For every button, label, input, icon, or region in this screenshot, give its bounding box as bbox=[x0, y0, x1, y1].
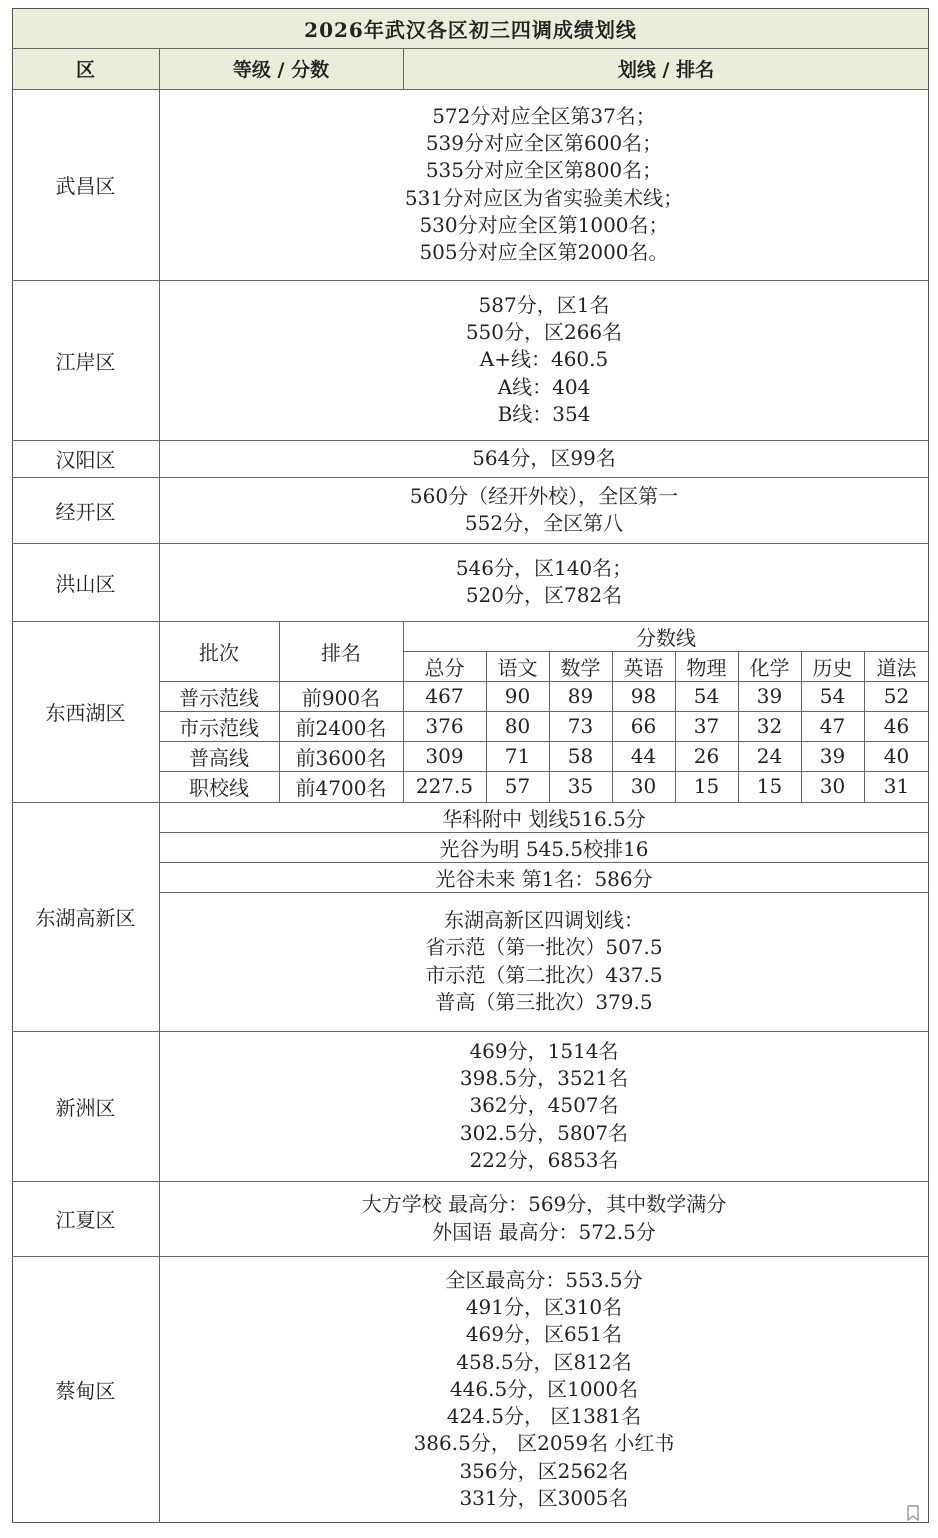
caidian-line: 469分，区651名 bbox=[465, 1322, 623, 1347]
page-title: 2026年武汉各区初三四调成绩划线 bbox=[304, 17, 637, 42]
divider bbox=[12, 440, 929, 441]
donghu-line: 市示范（第二批次）437.5 bbox=[425, 962, 663, 987]
divider bbox=[12, 1031, 929, 1032]
dongxihu-score-cell: 15 bbox=[693, 774, 720, 798]
dongxihu-score-cell: 46 bbox=[883, 714, 910, 738]
header-line: 划线 / 排名 bbox=[617, 59, 715, 81]
district-xinzhou: 新洲区 bbox=[55, 1095, 116, 1120]
dongxihu-rank-cell: 前4700名 bbox=[295, 775, 387, 800]
donghu-row-weilai: 光谷未来 第1名：586分 bbox=[435, 866, 653, 891]
dongxihu-subject-header: 道法 bbox=[876, 655, 917, 680]
dongxihu-score-cell: 15 bbox=[756, 774, 783, 798]
caidian-line: 全区最高分：553.5分 bbox=[445, 1267, 643, 1292]
dongxihu-batch-cell: 市示范线 bbox=[179, 715, 259, 740]
dongxihu-subject-header: 历史 bbox=[812, 655, 853, 680]
dongxihu-score-cell: 39 bbox=[819, 744, 846, 768]
divider bbox=[159, 862, 929, 863]
dongxihu-subject-header: 物理 bbox=[686, 655, 727, 680]
xinzhou-line: 362分，4507名 bbox=[469, 1093, 619, 1118]
dongxihu-batch-cell: 普高线 bbox=[189, 745, 249, 770]
divider bbox=[12, 802, 929, 803]
divider bbox=[12, 89, 929, 90]
divider bbox=[12, 1256, 929, 1257]
jingkai-line: 560分（经开外校），全区第一 bbox=[409, 483, 679, 508]
dongxihu-score-cell: 66 bbox=[630, 714, 657, 738]
hongshan-line: 546分，区140名； bbox=[455, 555, 633, 580]
donghu-line: 省示范（第一批次）507.5 bbox=[425, 935, 663, 960]
header-district: 区 bbox=[75, 59, 95, 81]
wuchang-line: 572分对应全区第37名； bbox=[432, 103, 656, 128]
dongxihu-score-cell: 57 bbox=[504, 774, 531, 798]
xinzhou-line: 469分，1514名 bbox=[469, 1038, 619, 1063]
caidian-line: 446.5分，区1000名 bbox=[449, 1376, 639, 1401]
score-table bbox=[12, 8, 929, 1523]
donghu-row-huake: 华科附中 划线516.5分 bbox=[442, 806, 646, 831]
dongxihu-score-cell: 32 bbox=[756, 714, 783, 738]
dongxihu-subject-header: 总分 bbox=[424, 655, 465, 680]
dongxihu-score-cell: 58 bbox=[567, 744, 594, 768]
district-jingkai: 经开区 bbox=[55, 499, 116, 524]
district-jiangan: 江岸区 bbox=[55, 349, 116, 374]
donghu-row-weiming: 光谷为明 545.5校排16 bbox=[439, 836, 649, 861]
district-hanyang: 汉阳区 bbox=[55, 448, 116, 472]
dongxihu-score-cell: 98 bbox=[630, 684, 657, 708]
dongxihu-score-cell: 39 bbox=[756, 684, 783, 708]
dongxihu-col-scores: 分数线 bbox=[636, 625, 696, 650]
divider bbox=[12, 280, 929, 281]
dongxihu-subject-header: 数学 bbox=[560, 655, 601, 680]
divider bbox=[12, 48, 929, 49]
dongxihu-score-cell: 30 bbox=[630, 774, 657, 798]
district-donghu: 东湖高新区 bbox=[35, 906, 136, 930]
jiangxia-line: 大方学校 最高分：569分，其中数学满分 bbox=[361, 1192, 727, 1217]
dongxihu-score-cell: 31 bbox=[883, 774, 910, 798]
dongxihu-score-cell: 47 bbox=[819, 714, 846, 738]
caidian-line: 386.5分， 区2059名 小红书 bbox=[413, 1431, 675, 1456]
dongxihu-score-cell: 44 bbox=[630, 744, 657, 768]
divider bbox=[12, 621, 929, 622]
jingkai-line: 552分，全区第八 bbox=[464, 511, 624, 535]
dongxihu-score-cell: 35 bbox=[567, 774, 594, 798]
district-dongxihu: 东西湖区 bbox=[45, 701, 126, 725]
xinzhou-line: 222分，6853名 bbox=[469, 1147, 619, 1172]
dongxihu-score-cell: 52 bbox=[883, 684, 910, 708]
divider bbox=[12, 477, 929, 478]
wuchang-line: 531分对应区为省实验美术线； bbox=[404, 185, 684, 210]
dongxihu-score-cell: 54 bbox=[693, 684, 720, 708]
district-wuchang: 武昌区 bbox=[55, 174, 116, 198]
dongxihu-score-cell: 90 bbox=[504, 684, 531, 708]
wuchang-line: 535分对应全区第800名； bbox=[425, 158, 663, 183]
wuchang-line: 505分对应全区第2000名。 bbox=[419, 240, 669, 265]
dongxihu-subject-header: 语文 bbox=[497, 655, 538, 680]
dongxihu-rank-cell: 前900名 bbox=[301, 685, 381, 710]
hongshan-line: 520分，区782名 bbox=[465, 583, 623, 607]
caidian-line: 491分，区310名 bbox=[465, 1294, 623, 1319]
jiangan-line: A+线：460.5 bbox=[479, 347, 609, 372]
divider bbox=[12, 543, 929, 544]
divider bbox=[159, 892, 929, 893]
dongxihu-score-cell: 376 bbox=[425, 714, 464, 738]
dongxihu-score-cell: 26 bbox=[693, 744, 720, 768]
divider bbox=[159, 832, 929, 833]
caidian-line: 331分，区3005名 bbox=[459, 1486, 629, 1511]
dongxihu-score-cell: 80 bbox=[504, 714, 531, 738]
dongxihu-score-cell: 24 bbox=[756, 744, 783, 768]
divider bbox=[12, 1181, 929, 1182]
hanyang-line: 564分，区99名 bbox=[472, 445, 616, 470]
dongxihu-col-rank: 排名 bbox=[321, 640, 361, 665]
wuchang-line: 530分对应全区第1000名； bbox=[419, 212, 669, 237]
dongxihu-score-cell: 37 bbox=[693, 714, 720, 738]
district-caidian: 蔡甸区 bbox=[55, 1379, 116, 1403]
bookmark-icon bbox=[902, 1504, 924, 1522]
dongxihu-score-cell: 309 bbox=[425, 744, 464, 768]
xinzhou-line: 302.5分，5807名 bbox=[459, 1120, 629, 1145]
jiangan-line: B线：354 bbox=[497, 401, 591, 426]
divider bbox=[403, 48, 404, 89]
district-hongshan: 洪山区 bbox=[55, 571, 116, 596]
dongxihu-score-cell: 30 bbox=[819, 774, 846, 798]
dongxihu-score-cell: 71 bbox=[504, 744, 531, 768]
caidian-line: 356分，区2562名 bbox=[459, 1458, 629, 1483]
caidian-line: 424.5分， 区1381名 bbox=[446, 1404, 642, 1429]
xinzhou-line: 398.5分，3521名 bbox=[459, 1066, 629, 1091]
donghu-line: 东湖高新区四调划线： bbox=[444, 907, 644, 932]
dongxihu-score-cell: 73 bbox=[567, 714, 594, 738]
caidian-line: 458.5分，区812名 bbox=[456, 1349, 632, 1374]
jiangan-line: 587分，区1名 bbox=[478, 292, 610, 317]
donghu-line: 普高（第三批次）379.5 bbox=[435, 989, 653, 1014]
dongxihu-score-cell: 467 bbox=[425, 684, 464, 708]
dongxihu-batch-cell: 职校线 bbox=[189, 775, 249, 800]
dongxihu-score-cell: 227.5 bbox=[415, 774, 474, 798]
wuchang-line: 539分对应全区第600名； bbox=[425, 130, 663, 155]
dongxihu-score-cell: 54 bbox=[819, 684, 846, 708]
dongxihu-rank-cell: 前3600名 bbox=[295, 745, 387, 770]
dongxihu-score-cell: 40 bbox=[883, 744, 910, 768]
dongxihu-col-batch: 批次 bbox=[199, 640, 239, 665]
dongxihu-rank-cell: 前2400名 bbox=[295, 715, 387, 740]
dongxihu-subject-header: 英语 bbox=[623, 655, 664, 680]
jiangan-line: 550分，区266名 bbox=[465, 320, 623, 345]
jiangxia-line: 外国语 最高分：572.5分 bbox=[432, 1219, 656, 1244]
dongxihu-subject-header: 化学 bbox=[749, 655, 790, 680]
jiangan-line: A线：404 bbox=[497, 374, 591, 399]
dongxihu-batch-cell: 普示范线 bbox=[179, 685, 259, 710]
dongxihu-score-cell: 89 bbox=[567, 684, 594, 708]
district-jiangxia: 江夏区 bbox=[55, 1208, 116, 1232]
header-level: 等级 / 分数 bbox=[232, 59, 330, 81]
